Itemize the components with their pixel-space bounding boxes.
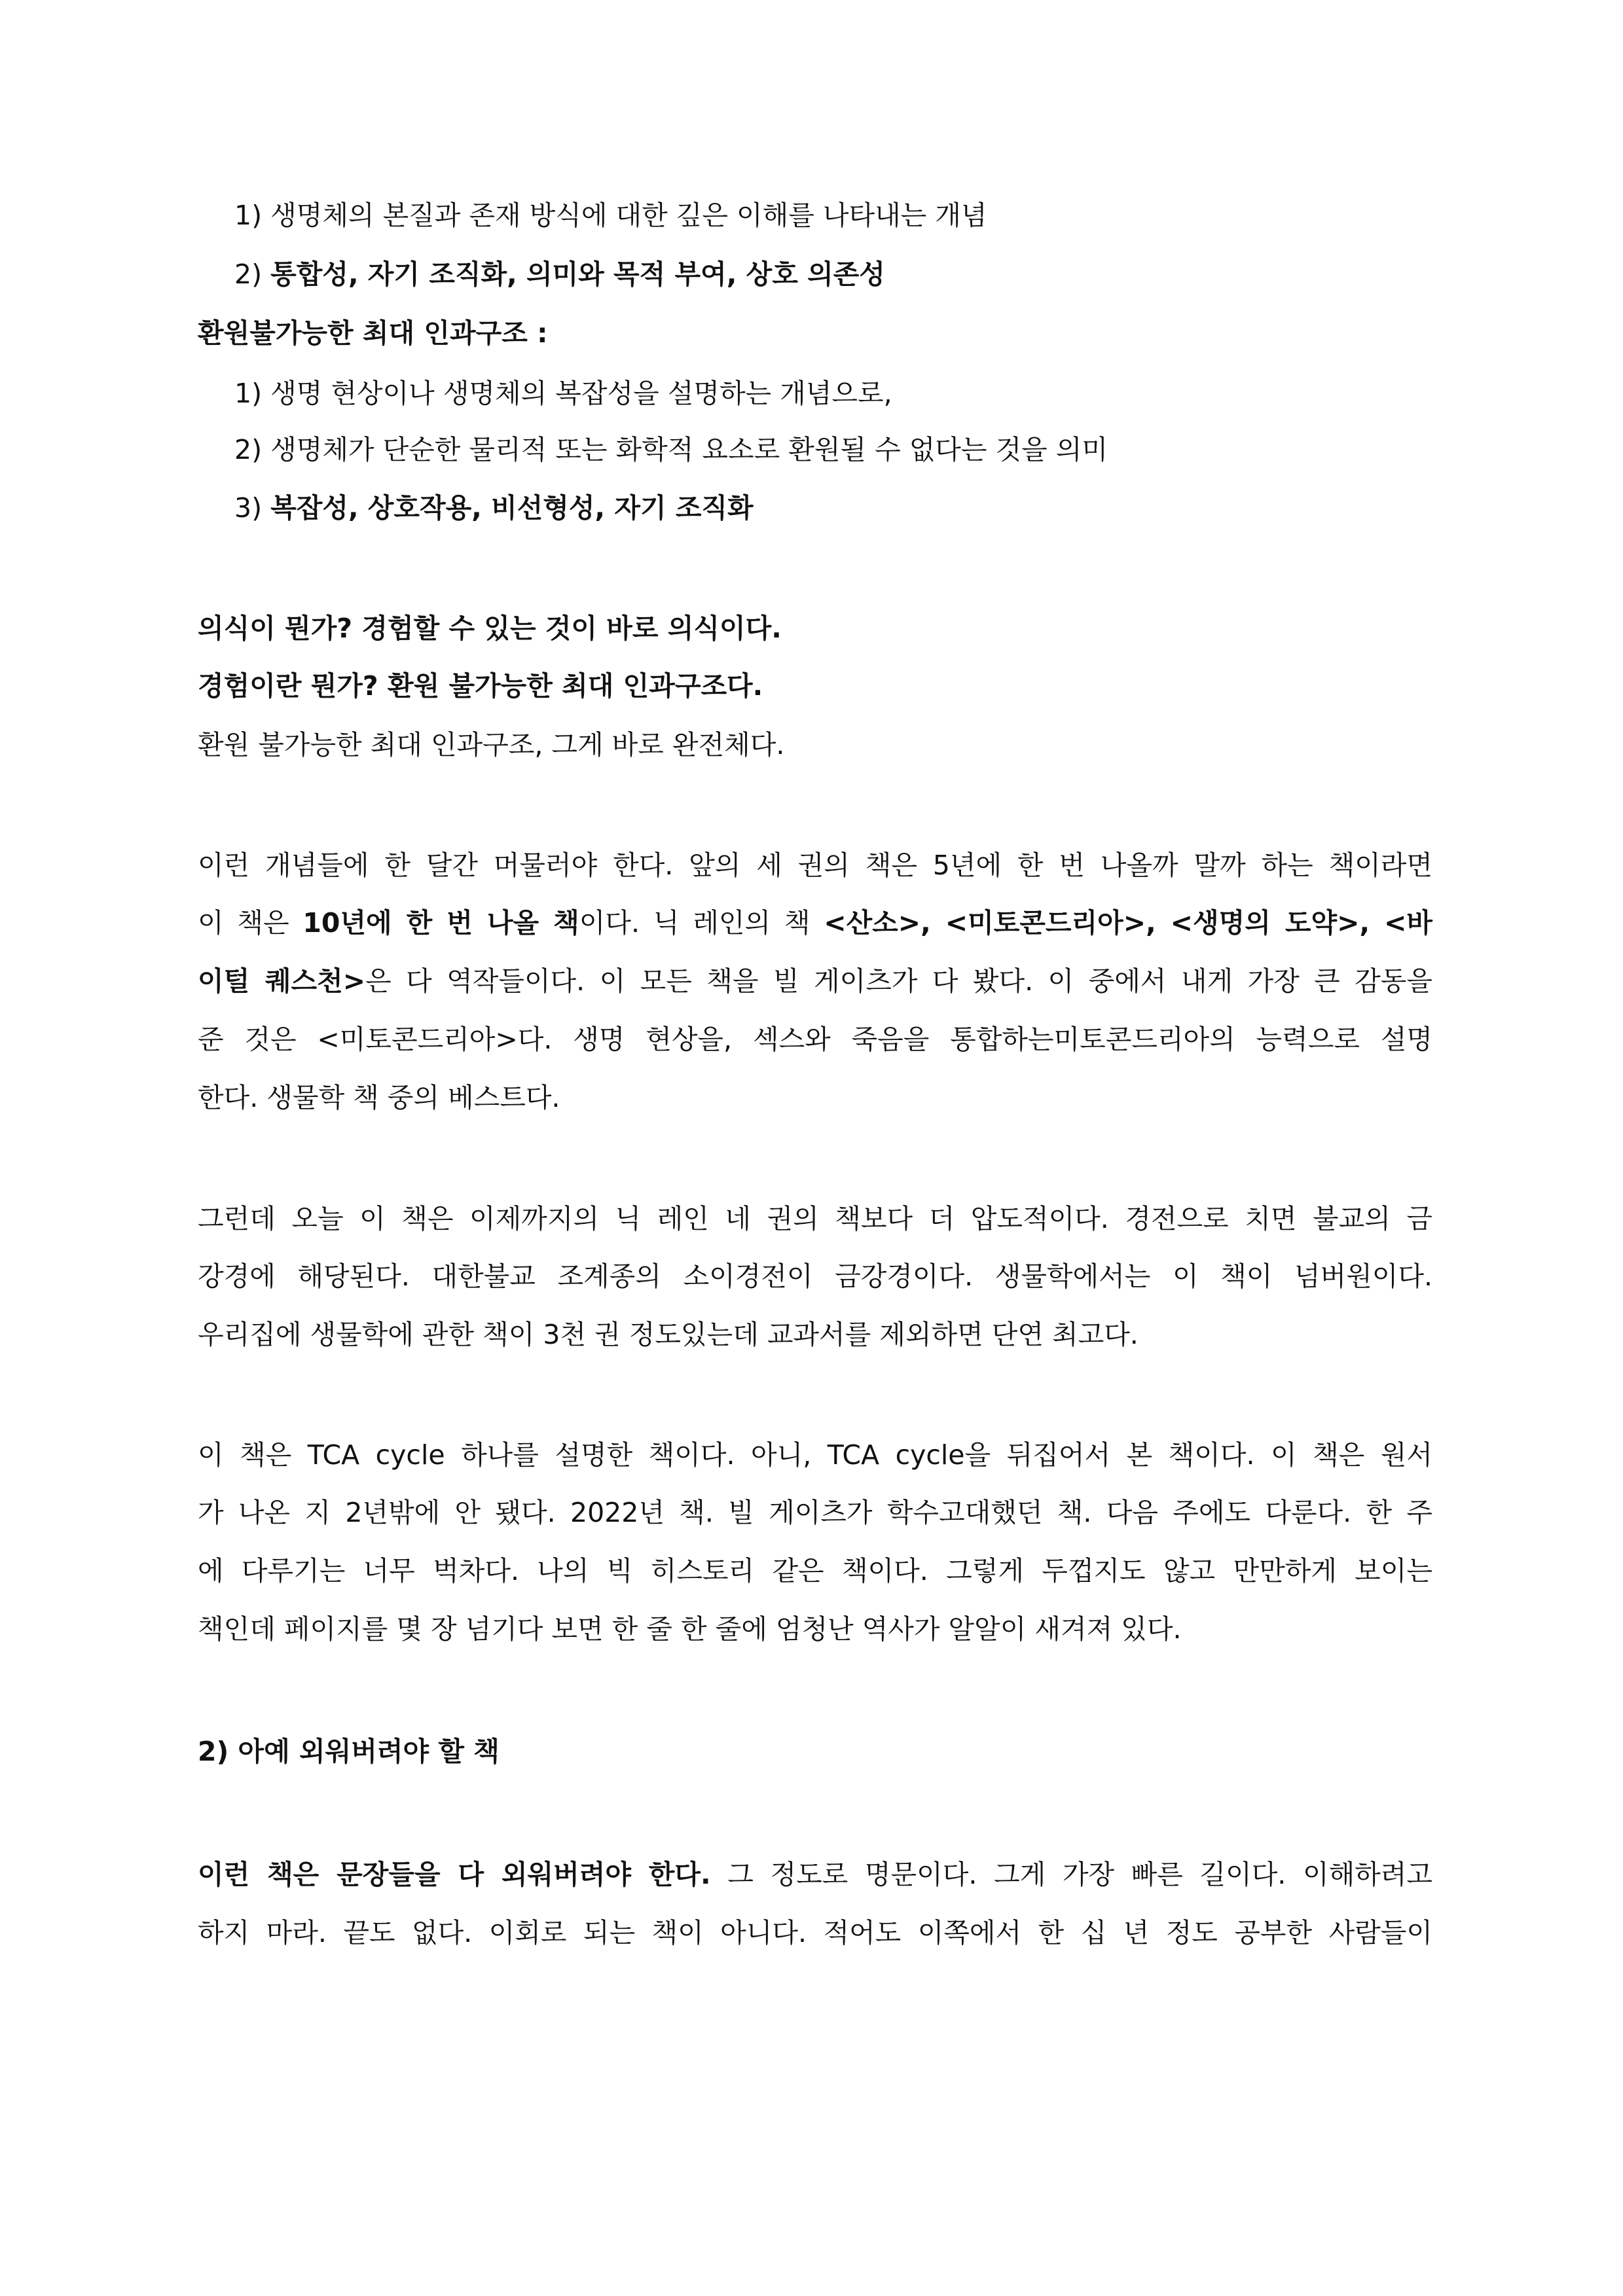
para1-line3 xyxy=(198,961,1432,1001)
section-heading: 환원불가능한 최대 인과구조 : xyxy=(198,317,548,349)
list1-item1: 1) 생명체의 본질과 존재 방식에 대한 깊은 이해를 나타내는 개념 xyxy=(234,200,987,231)
para4-line1-rest: 그 정도로 명문이다. 그게 가장 빠른 길이다. 이해하려고 xyxy=(710,1859,1432,1890)
para1-line2-a: 이 책은 xyxy=(198,907,303,939)
list1-item2-bold: 통합성, 자기 조직화, 의미와 목적 부여, 상호 의존성 xyxy=(270,259,885,290)
para1-line2-b: 10년에 한 번 나올 책 xyxy=(302,907,579,939)
para1-line2-d: <산소>, <미토콘드리아>, <생명의 도약>, <바 xyxy=(824,907,1433,939)
para4-line1-bold: 이런 책은 문장들을 다 외워버려야 한다. xyxy=(198,1859,711,1890)
para3-line1: 이 책은 TCA cycle 하나를 설명한 책이다. 아니, TCA cycle을 뒤집어서 본 책이다. 이 책은 원서 xyxy=(198,1439,1432,1471)
list1-item2 xyxy=(234,255,885,294)
list2-item3-bold: 복잡성, 상호작용, 비선형성, 자기 조직화 xyxy=(270,492,754,524)
section-heading-2: 2) 아예 외워버려야 할 책 xyxy=(198,1736,500,1767)
list2-item1: 1) 생명 현상이나 생명체의 복잡성을 설명하는 개념으로, xyxy=(234,378,892,409)
consciousness-line1: 의식이 뭔가? 경험할 수 있는 것이 바로 의식이다. xyxy=(198,613,782,644)
list1-item2-prefix: 2) xyxy=(234,259,271,290)
para2-line1: 그런데 오늘 이 책은 이제까지의 닉 레인 네 권의 책보다 더 압도적이다. 경전으로 치면 불교의 금 xyxy=(198,1203,1432,1234)
para2-line2: 강경에 해당된다. 대한불교 조계종의 소이경전이 금강경이다. 생물학에서는 이 책이 넘버원이다. xyxy=(198,1261,1432,1292)
consciousness-line3: 환원 불가능한 최대 인과구조, 그게 바로 완전체다. xyxy=(198,729,785,761)
list2-item3 xyxy=(234,488,754,528)
para4-line1 xyxy=(198,1855,1432,1894)
list2-item2: 2) 생명체가 단순한 물리적 또는 화학적 요소로 환원될 수 없다는 것을 의미 xyxy=(234,434,1108,465)
para3-line4: 책인데 페이지를 몇 장 넘기다 보면 한 줄 한 줄에 엄청난 역사가 알알이 새겨져 있다. xyxy=(198,1613,1182,1645)
para1-line4: 준 것은 <미토콘드리아>다. 생명 현상을, 섹스와 죽음을 통합하는미토콘드리아의 능력으로 설명 xyxy=(198,1024,1432,1055)
para1-line3-b: 은 다 역작들이다. 이 모든 책을 빌 게이츠가 다 봤다. 이 중에서 내게 가장 큰 감동을 xyxy=(365,965,1432,997)
para1-line5: 한다. 생물학 책 중의 베스트다. xyxy=(198,1082,560,1113)
para3-line3: 에 다루기는 너무 벅차다. 나의 빅 히스토리 같은 책이다. 그렇게 두껍지도 않고 만만하게 보이는 xyxy=(198,1555,1432,1587)
para2-line3: 우리집에 생물학에 관한 책이 3천 권 정도있는데 교과서를 제외하면 단연 최고다. xyxy=(198,1319,1139,1350)
para1-line3-a: 이털 퀘스천> xyxy=(198,965,366,997)
para1-line2 xyxy=(198,903,1432,942)
para4-line2: 하지 마라. 끝도 없다. 이회로 되는 책이 아니다. 적어도 이쪽에서 한 십 년 정도 공부한 사람들이 xyxy=(198,1917,1432,1948)
para1-line2-c: 이다. 닉 레인의 책 xyxy=(579,907,824,939)
para1-line1: 이런 개념들에 한 달간 머물러야 한다. 앞의 세 권의 책은 5년에 한 번 나올까 말까 하는 책이라면 xyxy=(198,850,1432,881)
consciousness-line2: 경험이란 뭔가? 환원 불가능한 최대 인과구조다. xyxy=(198,670,763,702)
list2-item3-prefix: 3) xyxy=(234,492,271,524)
para3-line2: 가 나온 지 2년밖에 안 됐다. 2022년 책. 빌 게이츠가 학수고대했던 책. 다음 주에도 다룬다. 한 주 xyxy=(198,1497,1432,1528)
